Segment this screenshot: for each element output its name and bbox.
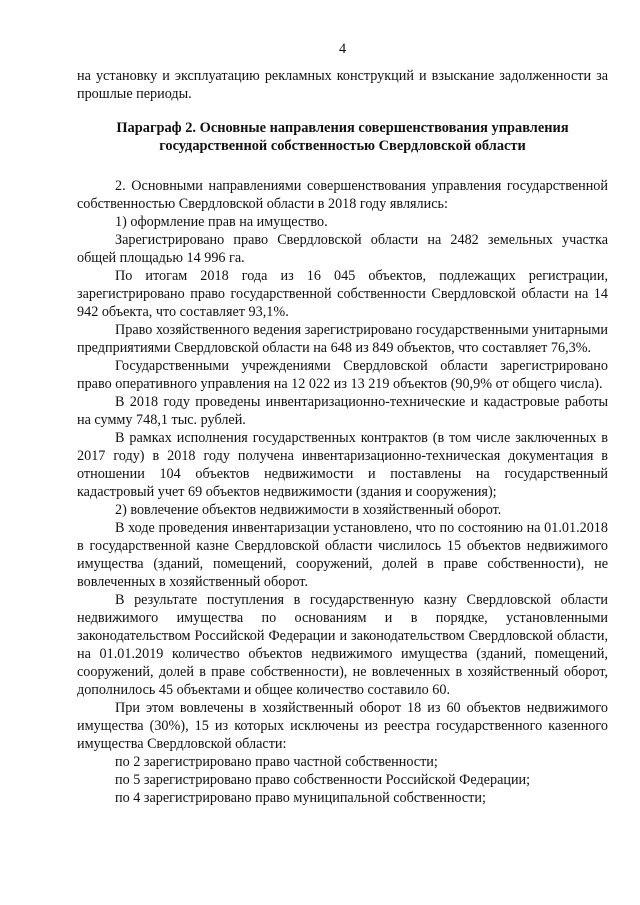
paragraph: В рамках исполнения государственных контрактов (в том числе заключенных в 2017 году) в 2018 году получена инвентаризационно-техническая документация в отношении 104 объектов недвижимости и поставлены на государственный кадастровый учет 69 объектов недвижимости (здания и сооружения); [77, 430, 608, 500]
paragraph: 1) оформление прав на имущество. [115, 214, 328, 230]
section-heading [77, 119, 608, 155]
paragraph: При этом вовлечены в хозяйственный оборот 18 из 60 объектов недвижимого имущества (30%), 15 из которых исключены из реестра государственного казенного имущества Свердловской области: [77, 700, 608, 752]
paragraph: Право хозяйственного ведения зарегистрировано государственными унитарными предприятиями Свердловской области на 648 из 849 объектов, что составляет 76,3%. [77, 322, 608, 356]
paragraph: Зарегистрировано право Свердловской области на 2482 земельных участка общей площадью 14 996 га. [77, 232, 608, 266]
paragraph: По итогам 2018 года из 16 045 объектов, подлежащих регистрации, зарегистрировано право государственной собственности Свердловской области на 14 942 объекта, что составляет 93,1%. [77, 268, 608, 320]
paragraph: Государственными учреждениями Свердловской области зарегистрировано право оперативного управления на 12 022 из 13 219 объектов (90,9% от общего числа). [77, 358, 608, 392]
paragraph: В 2018 году проведены инвентаризационно-технические и кадастровые работы на сумму 748,1 тыс. рублей. [77, 394, 608, 428]
continuation-paragraph: на установку и эксплуатацию рекламных конструкций и взыскание задолженности за прошлые периоды. [77, 68, 608, 102]
document-page [77, 40, 608, 807]
section-heading-line-1: Параграф 2. Основные направления совершенствования управления [116, 120, 569, 136]
paragraph: 2) вовлечение объектов недвижимости в хозяйственный оборот. [115, 502, 502, 518]
paragraph: В ходе проведения инвентаризации установлено, что по состоянию на 01.01.2018 в государственной казне Свердловской области числилось 15 объектов недвижимого имущества (зданий, помещений, сооружений, долей в праве собственности), не вовлеченных в хозяйственный оборот. [77, 520, 608, 590]
list-item: по 5 зарегистрировано право собственности Российской Федерации; [115, 772, 531, 788]
section-heading-line-2: государственной собственностью Свердловской области [159, 138, 526, 154]
paragraph: В результате поступления в государственную казну Свердловской области недвижимого имущества по основаниям и в порядке, установленными законодательством Российской Федерации и законодательством Свердловской области, на 01.01.2019 количество объектов недвижимого имущества (зданий, помещений, сооружений, долей в праве собственности), не вовлеченных в хозяйственный оборот, дополнилось 45 объектами и общее количество составило 60. [77, 592, 608, 698]
page-number: 4 [338, 41, 347, 57]
paragraph: 2. Основными направлениями совершенствования управления государственной собственностью Свердловской области в 2018 году являлись: [77, 178, 608, 212]
list-item: по 4 зарегистрировано право муниципальной собственности; [115, 790, 486, 806]
list-item: по 2 зарегистрировано право частной собственности; [115, 754, 438, 770]
